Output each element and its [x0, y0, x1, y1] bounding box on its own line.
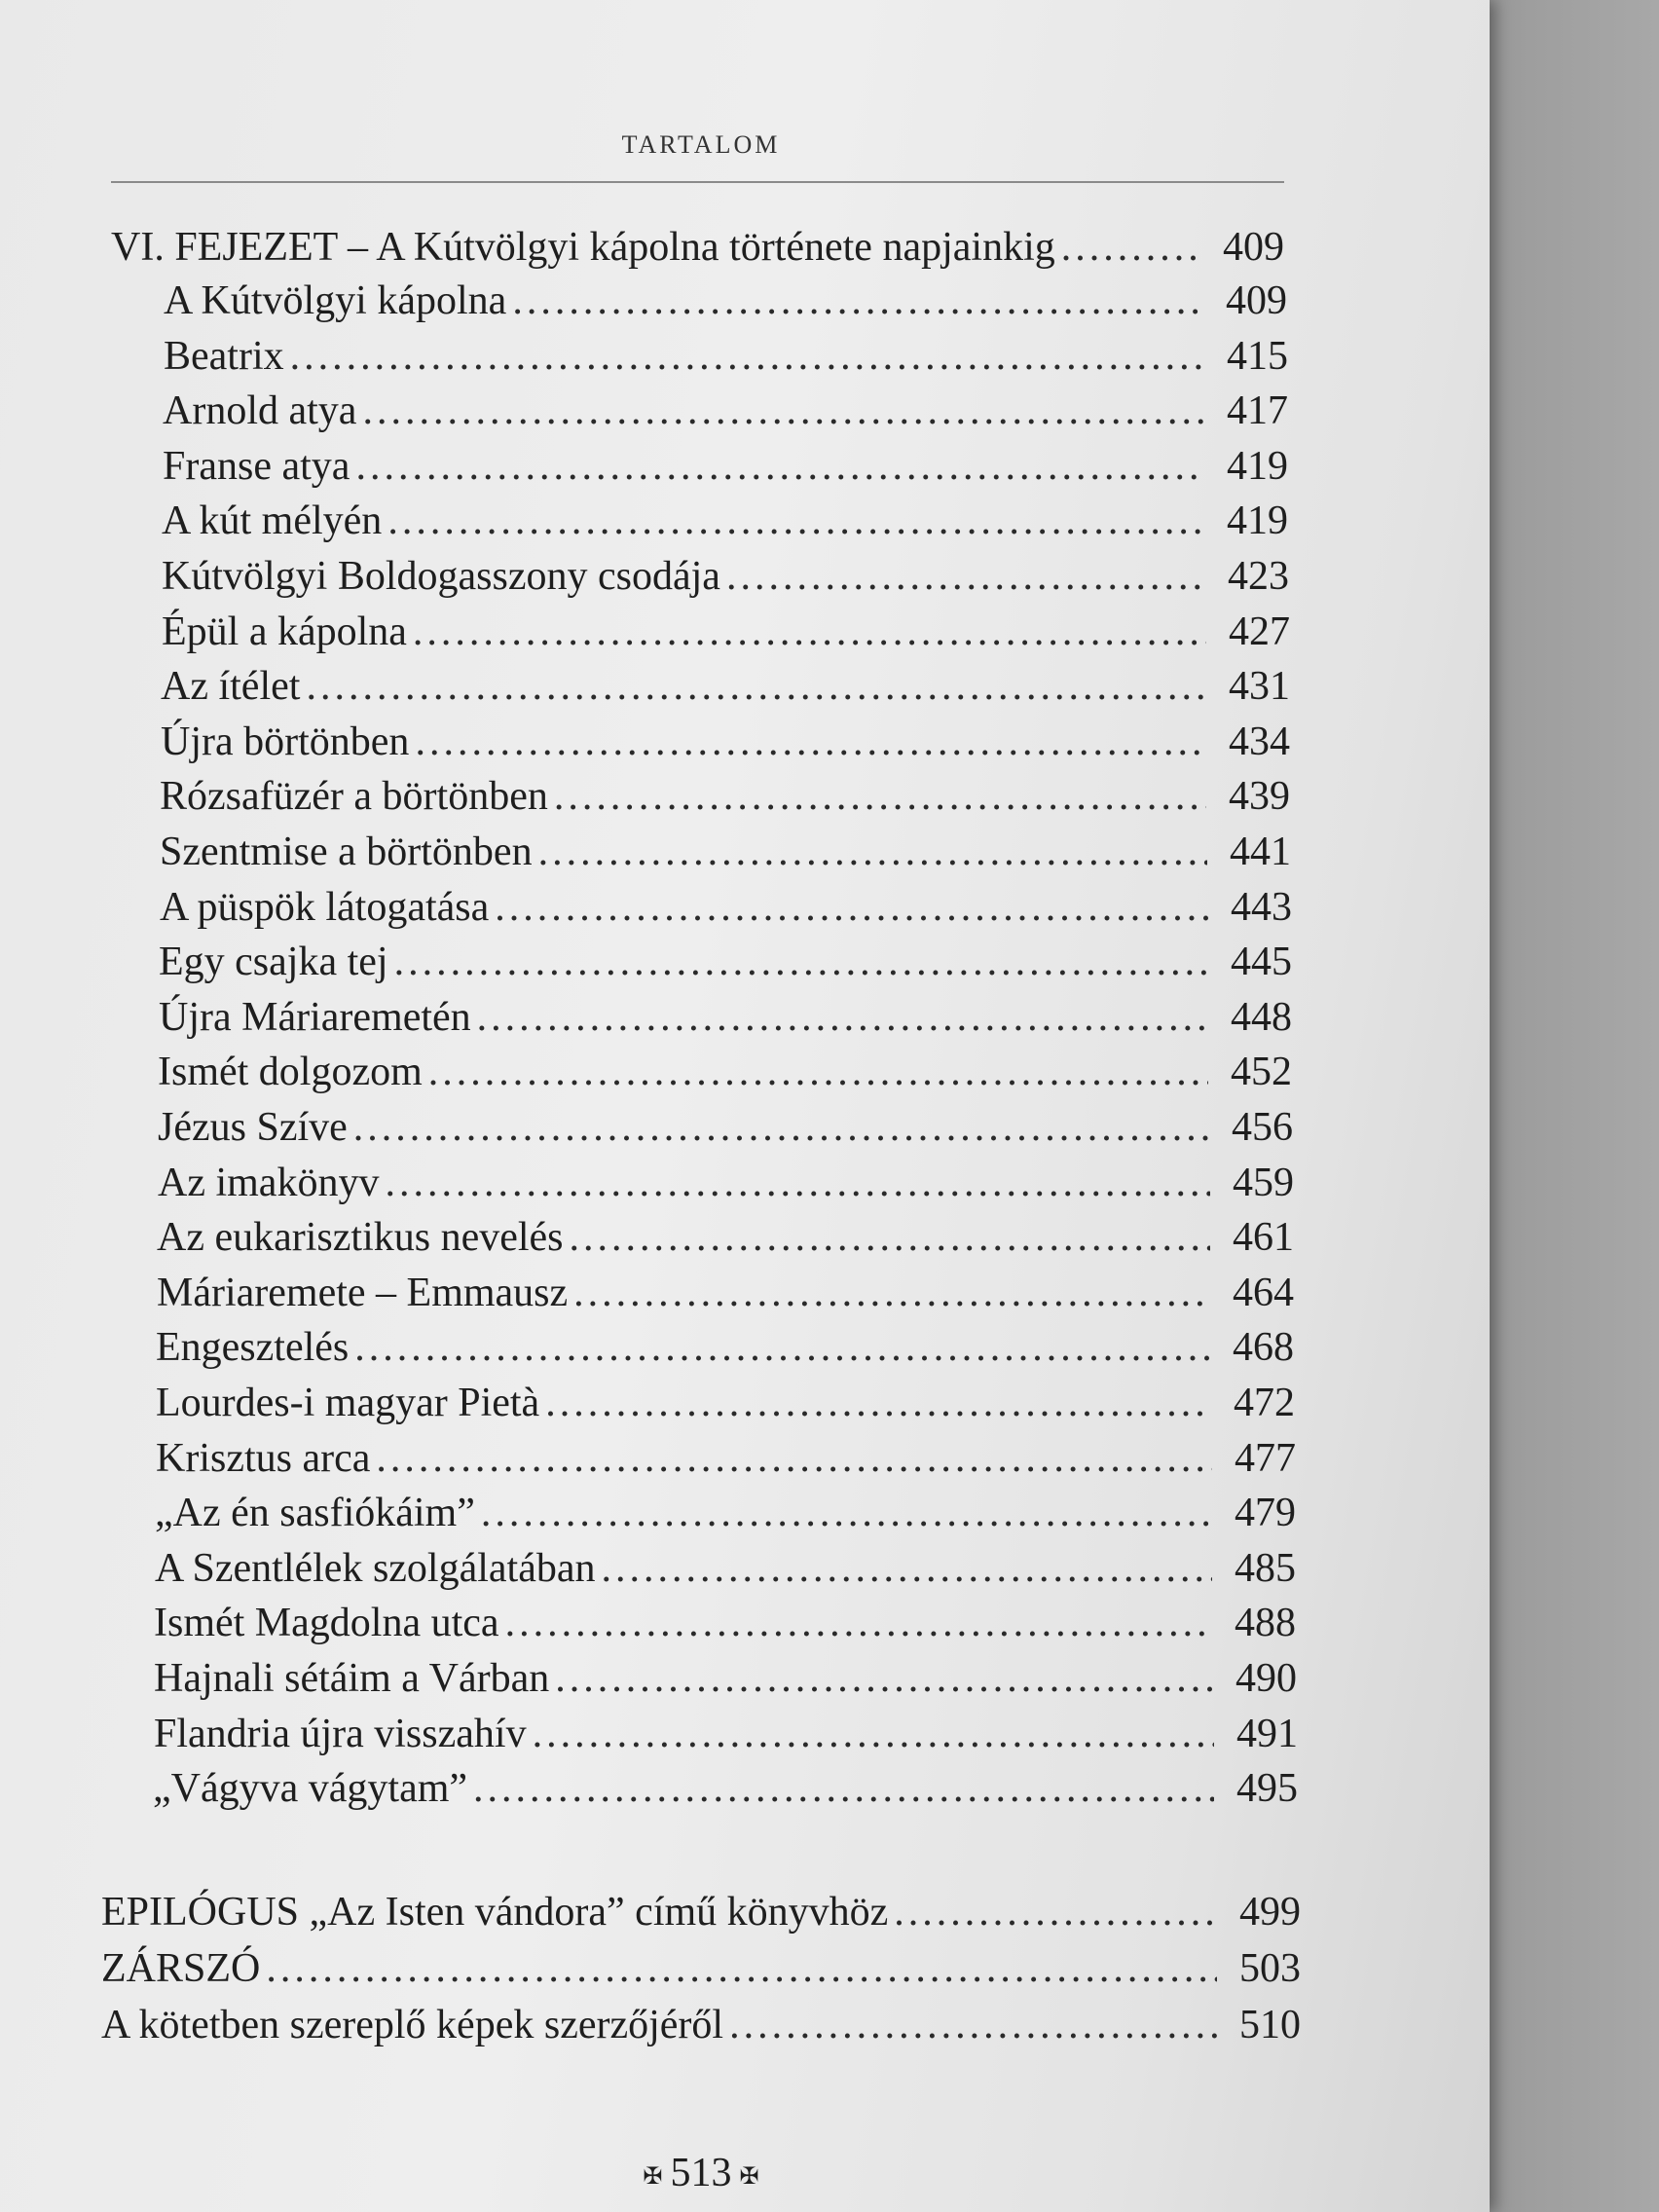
dot-leader — [554, 773, 1206, 820]
toc-entry-page: 490 — [1235, 1656, 1297, 1701]
dot-leader — [729, 2002, 1217, 2048]
toc-entry-page: 441 — [1230, 830, 1291, 874]
toc-entry-page: 423 — [1228, 554, 1289, 599]
toc-entry-title: Az eukarisztikus nevelés — [157, 1215, 564, 1261]
dot-leader — [512, 277, 1203, 324]
cross-ornament-icon: ✠ — [739, 2163, 759, 2190]
toc-entry-page: 479 — [1235, 1491, 1296, 1536]
dot-leader — [726, 553, 1205, 600]
toc-section-entry — [158, 1160, 1294, 1214]
toc-entry-title: Ismét dolgozom — [158, 1050, 423, 1095]
toc-entry-title: Épül a kápolna — [162, 608, 407, 654]
dot-leader — [353, 1104, 1209, 1151]
toc-entry-title: Beatrix — [164, 333, 284, 379]
toc-entry-page: 472 — [1234, 1381, 1295, 1425]
toc-entry-title: EPILÓGUS „Az Isten vándora” című könyvhöz — [101, 1890, 889, 1935]
toc-entry-page: 443 — [1231, 884, 1292, 930]
toc-backmatter-entry — [101, 2002, 1301, 2056]
dot-leader — [538, 829, 1207, 875]
toc-entry-page: 495 — [1236, 1766, 1298, 1812]
dot-leader — [266, 1945, 1217, 1992]
toc-entry-title: „Vágyva vágytam” — [153, 1766, 468, 1812]
toc-entry-page: 439 — [1229, 774, 1290, 820]
header-rule — [111, 181, 1284, 183]
toc-entry-page: 417 — [1227, 388, 1288, 434]
toc-entry-title: Lourdes-i magyar Pietà — [156, 1381, 540, 1425]
toc-entry-title: A kút mélyén — [162, 498, 383, 544]
toc-section-entry — [161, 663, 1290, 718]
toc-entry-page: 485 — [1235, 1545, 1296, 1591]
dot-leader — [473, 1765, 1214, 1812]
toc-entry-page: 448 — [1231, 994, 1292, 1040]
dot-leader — [894, 1889, 1217, 1936]
toc-section-entry — [155, 1545, 1296, 1600]
folio-number: 513 — [670, 2151, 732, 2195]
toc-entry-page: 431 — [1229, 664, 1290, 710]
toc-entry-title: Engesztelés — [156, 1325, 350, 1371]
dot-leader — [495, 884, 1208, 931]
toc-entry-page: 419 — [1227, 498, 1288, 544]
toc-entry-page: 488 — [1235, 1601, 1296, 1646]
toc-section-entry — [156, 1324, 1294, 1379]
toc-entry-title: Ismét Magdolna utca — [154, 1601, 499, 1646]
toc-section-entry — [156, 1435, 1296, 1490]
toc-entry-title: A Szentlélek szolgálatában — [155, 1545, 596, 1591]
toc-section-entry — [164, 333, 1288, 387]
toc-entry-title: Újra Máriaremetén — [159, 994, 471, 1040]
toc-chapter-entry — [111, 224, 1284, 278]
toc-section-entry — [157, 1214, 1294, 1269]
toc-entry-title: Hajnali sétáim a Várban — [154, 1656, 550, 1701]
toc-entry-title: Arnold atya — [163, 388, 357, 434]
toc-entry-page: 445 — [1231, 940, 1292, 985]
toc-entry-title: ZÁRSZÓ — [101, 1946, 261, 1991]
toc-entry-page: 468 — [1233, 1325, 1294, 1371]
toc-entry-page: 409 — [1226, 278, 1287, 323]
toc-entry-title: Franse atya — [163, 443, 350, 489]
toc-entry-page: 491 — [1236, 1711, 1298, 1756]
dot-leader — [481, 1490, 1212, 1536]
dot-leader — [362, 387, 1204, 434]
toc-section-entry — [157, 1270, 1294, 1324]
dot-leader — [387, 498, 1204, 544]
toc-entry-title: A Kútvölgyi kápolna — [164, 278, 507, 323]
toc-entry-page: 461 — [1233, 1215, 1294, 1261]
running-head: TARTALOM — [621, 130, 781, 159]
toc-entry-title: Kútvölgyi Boldogasszony csodája — [162, 554, 720, 599]
toc-entry-title: Krisztus arca — [156, 1435, 371, 1481]
dot-leader — [290, 333, 1204, 380]
toc-section-entry — [161, 719, 1290, 773]
dot-leader — [428, 1049, 1208, 1095]
cross-ornament-icon: ✠ — [643, 2163, 663, 2190]
dot-leader — [385, 1160, 1210, 1206]
toc-entry-page: 503 — [1239, 1946, 1301, 1991]
toc-entry-title: Jézus Szíve — [158, 1105, 348, 1150]
toc-entry-title: A püspök látogatása — [160, 884, 490, 930]
toc-entry-page: 452 — [1231, 1050, 1292, 1095]
toc-section-entry — [162, 608, 1290, 663]
toc-section-entry — [159, 939, 1292, 993]
toc-section-entry — [154, 1600, 1296, 1654]
toc-section-entry — [160, 829, 1291, 883]
toc-entry-page: 434 — [1229, 719, 1290, 764]
dot-leader — [354, 1324, 1210, 1371]
dot-leader — [533, 1711, 1214, 1757]
dot-leader — [394, 939, 1208, 985]
toc-section-entry — [159, 994, 1292, 1049]
toc-section-entry — [162, 498, 1288, 552]
dot-leader — [545, 1380, 1211, 1426]
toc-entry-title: Az ítélet — [161, 664, 301, 710]
toc-entry-page: 419 — [1227, 443, 1288, 489]
toc-entry-title: Flandria újra visszahív — [154, 1711, 527, 1756]
toc-entry-page: 464 — [1233, 1270, 1294, 1315]
toc-entry-page: 477 — [1235, 1435, 1296, 1481]
dot-leader — [1061, 224, 1200, 271]
dot-leader — [413, 608, 1206, 655]
toc-entry-page: 415 — [1227, 333, 1288, 379]
dot-leader — [570, 1214, 1210, 1261]
toc-section-entry — [160, 773, 1290, 828]
toc-entry-title: Rózsafüzér a börtönben — [160, 774, 548, 820]
dot-leader — [355, 443, 1204, 490]
toc-section-entry — [162, 553, 1289, 608]
toc-backmatter-entry — [101, 1889, 1301, 1943]
dot-leader — [306, 663, 1206, 710]
toc-section-entry — [160, 884, 1292, 939]
toc-backmatter-entry — [101, 1945, 1301, 2000]
dot-leader — [602, 1545, 1212, 1592]
toc-entry-page: 427 — [1229, 608, 1290, 654]
toc-entry-title: Az imakönyv — [158, 1160, 380, 1205]
toc-entry-page: 499 — [1239, 1890, 1301, 1935]
toc-section-entry — [158, 1049, 1292, 1103]
dot-leader — [415, 719, 1206, 765]
toc-entry-title: Egy csajka tej — [159, 940, 388, 985]
toc-section-entry — [156, 1380, 1295, 1434]
toc-entry-title: VI. FEJEZET – A Kútvölgyi kápolna története napjainkig — [111, 225, 1055, 270]
toc-section-entry — [154, 1655, 1297, 1710]
dot-leader — [555, 1655, 1213, 1702]
toc-entry-title: Újra börtönben — [161, 719, 410, 764]
toc-entry-title: Szentmise a börtönben — [160, 830, 533, 874]
dot-leader — [477, 994, 1208, 1041]
toc-entry-title: „Az én sasfiókáim” — [155, 1491, 475, 1536]
toc-entry-page: 456 — [1232, 1105, 1293, 1150]
toc-section-entry — [153, 1765, 1298, 1820]
page-folio — [623, 2150, 779, 2196]
toc-entry-title: Máriaremete – Emmausz — [157, 1270, 569, 1315]
toc-section-entry — [158, 1104, 1293, 1159]
toc-section-entry — [154, 1711, 1298, 1765]
toc-entry-page: 459 — [1233, 1160, 1294, 1205]
dot-leader — [573, 1270, 1210, 1316]
toc-section-entry — [163, 443, 1288, 498]
dot-leader — [376, 1435, 1212, 1482]
toc-section-entry — [164, 277, 1287, 332]
toc-section-entry — [155, 1490, 1296, 1544]
toc-entry-page: 510 — [1239, 2003, 1301, 2047]
toc-entry-title: A kötetben szereplő képek szerzőjéről — [101, 2003, 724, 2047]
dot-leader — [505, 1600, 1212, 1646]
toc-section-entry — [163, 387, 1288, 442]
toc-entry-page: 409 — [1223, 225, 1284, 270]
